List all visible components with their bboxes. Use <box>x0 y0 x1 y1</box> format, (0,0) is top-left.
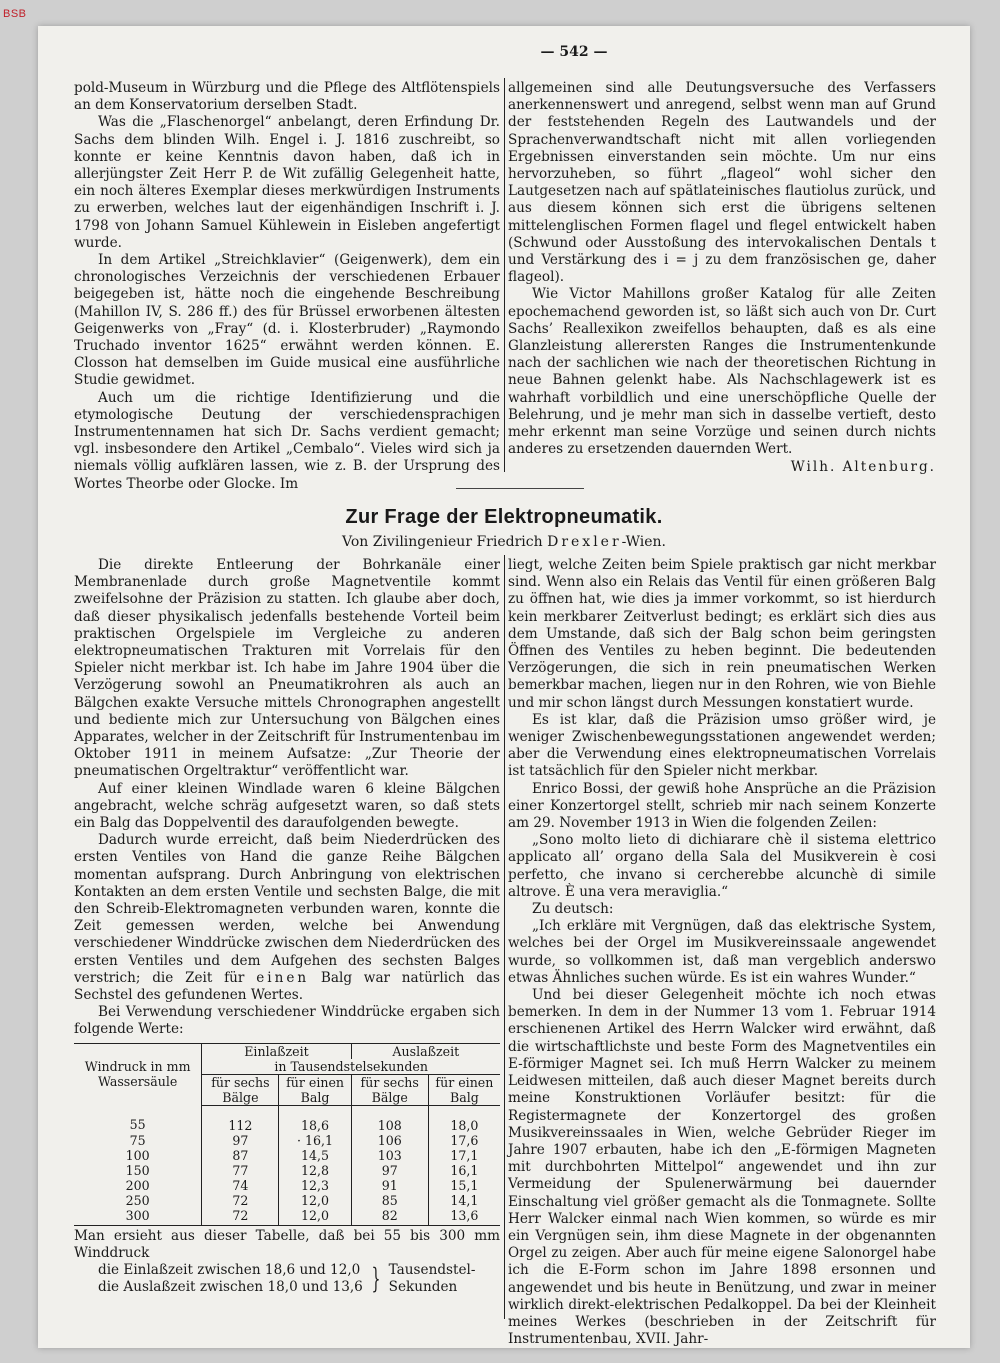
cell-einlass-sechs: 72 <box>202 1193 279 1208</box>
cell-windruck: 75 <box>74 1133 202 1148</box>
column-rule <box>504 555 505 1319</box>
table-row <box>74 1105 500 1133</box>
cell-auslass-einen: 14,1 <box>450 1192 479 1208</box>
cell-auslass-einen: 13,6 <box>428 1208 500 1226</box>
column-rule <box>504 78 505 472</box>
cell-auslass-sechs: 106 <box>351 1133 428 1148</box>
cell-einlass-sechs: 87 <box>202 1148 279 1163</box>
summary-unit: Tausendstel- <box>388 1262 476 1279</box>
summary-line: die Auslaßzeit zwischen 18,0 und 13,6 <box>98 1279 363 1296</box>
subheader-einen: für einen Balg <box>279 1074 351 1105</box>
cell-einlass-sechs: 77 <box>202 1163 279 1178</box>
subheader-sechs: für sechs Bälge <box>202 1074 279 1105</box>
cell-einlass-einen: 12,8 <box>279 1163 351 1178</box>
cell-windruck: 200 <box>74 1178 202 1193</box>
cell-einlass-einen: 18,6 <box>279 1105 351 1133</box>
paragraph: Und bei dieser Gelegenheit möchte ich noch etwas bemerken. In dem in der Nummer 13 vom 1. Februar 1914 erschienenen Artikel des Herrn Walcker wird erwähnt, daß die wirtschaftlichste und beste Form des Magnetventiles ein E-förmiger Magnet sei. Ich muß Herrn Walcker zu meinem Leidwesen mitteilen, daß auch dieser Magnet bereits durch meine Konstruktionen Vorläufer besitzt: für die Registermagnete der Konzertorgel des großen Musikvereinssaales in Wien, welche Gebrüder Rieger im Jahre 1907 erbauten, habe ich den „E-förmigen Magneten mit durchbohrten Mittelpol“ angewendet und ihn zur Vermeidung der Spulenerwärmung bei dauernder Einschaltung viel größer gemacht als die Tonmagnete. Sollte Herr Walcker einmal nach Wien kommen, so würde es mir ein Vergnügen sein, ihm diese Magnete in der obgenannten Orgel zu zeigen. Aber auch für meine eigene Salonorgel habe ich die E-Form schon im Jahre 1898 ersonnen und angewendet und bis heute in Benützung, und zwar in meiner wirklich direkt-elektrischen Pedalkoppel. Da bei der Kleinheit meines Werkes (beschrieben in der Zeitschrift für Instrumentenbau, XVII. Jahr- <box>508 987 936 1348</box>
section-divider <box>456 488 584 489</box>
paragraph: Man ersieht aus dieser Tabelle, daß bei 55 bis 300 mm Winddruck <box>74 1227 500 1261</box>
cell-einlass-einen: 12,3 <box>279 1178 351 1193</box>
table-row <box>74 1193 500 1208</box>
header-auslass: Auslaßzeit <box>351 1043 500 1059</box>
cell-auslass-einen: 18,0 <box>450 1117 479 1133</box>
page <box>38 26 970 1348</box>
article-byline <box>38 534 970 550</box>
cell-auslass-sechs: 85 <box>351 1193 428 1208</box>
scanner-mark: BSB <box>3 8 27 20</box>
paragraph-text: Balg war natürlich das Sechstel des gefundenen Wertes. <box>74 969 500 1004</box>
summary-line: die Einlaßzeit zwischen 18,6 und 12,0 <box>98 1262 361 1279</box>
table-row <box>74 1178 500 1193</box>
cell-einlass-sechs: 112 <box>202 1105 279 1133</box>
paragraph: Es ist klar, daß die Präzision umso größer wird, je weniger Zwischenbewegungsstationen angewendet werden; aber die Verwendung eines elektropneumatischen Vorrelais ist tatsächlich für den Spieler nicht merkbar. <box>508 711 936 780</box>
cell-windruck: 250 <box>74 1193 202 1208</box>
brace-summary <box>98 1262 500 1296</box>
paragraph: Zu deutsch: <box>532 901 614 918</box>
cell-einlass-sechs: 72 <box>202 1208 279 1226</box>
cell-windruck: 300 <box>74 1208 202 1226</box>
paragraph: pold-Museum in Würzburg und die Pflege des Altflötenspiels an dem Konservatorium derselben Stadt. <box>74 80 500 114</box>
paragraph: Die direkte Entleerung der Bohrkanäle einer Membranenlade durch große Magnetventile kommt zweifelsohne der Präzision zu statten. Ich glaube aber doch, daß dieser physikalisch jedenfalls bestehende Vorteil beim praktischen Orgelspiele im Vergleiche zu anderen elektropneumatischen Trakturen mit Vorrelais für den Spieler nicht merkbar ist. Ich habe im Jahre 1904 über die Verzögerung sowohl an Pneumatikrohren als auch an Bälgchen exakte Versuche mittels Chronographen angestellt und bediente mich zur Untersuchung von Bälgchen eines Apparates, welcher in der Zeitschrift für Instrumentenbau im Oktober 1911 in meinem Aufsatze: „Zur Theorie der pneumatischen Orgeltraktur“ veröffentlicht war. <box>74 557 500 780</box>
brace-glyph: } <box>371 1262 381 1296</box>
paragraph: liegt, welche Zeiten beim Spiele praktisch gar nicht merkbar sind. Wenn also ein Relais das Ventil für einen größeren Balg zu öffnen hat, wie dies ja immer vorkommt, so ist hierdurch kein merkbarer Zeitverlust bedingt; es erklärt sich dies aus dem Umstande, daß sich der Balg schon beim geringsten Öffnen des Ventiles zu heben beginnt. Die bedeutenden Verzögerungen, die sich in rein pneumatischen Werken bemerkbar machen, liegen nur in den Rohren, wie von Biehle und mir schon längst durch Messungen konstatiert wurde. <box>508 557 936 711</box>
cell-auslass-sechs: 103 <box>351 1148 428 1163</box>
table-row <box>74 1163 500 1178</box>
cell-auslass-einen: 15,1 <box>450 1177 479 1193</box>
bottom-left-column <box>74 557 500 1317</box>
article-title: Zur Frage der Elektropneumatik. <box>345 506 663 528</box>
subheader-einen: für einen Balg <box>428 1074 500 1105</box>
cell-windruck: 100 <box>74 1148 202 1163</box>
subheader-sechs: für sechs Bälge <box>351 1074 428 1105</box>
top-right-column <box>508 80 936 476</box>
table-row <box>74 1133 500 1148</box>
header-unit: in Tausendstelsekunden <box>202 1059 500 1075</box>
measurement-table <box>74 1043 500 1226</box>
cell-auslass-sechs: 108 <box>351 1105 428 1133</box>
paragraph: Bei Verwendung verschiedener Winddrücke ergaben sich folgende Werte: <box>74 1004 500 1038</box>
cell-einlass-sechs: 97 <box>202 1133 279 1148</box>
cell-auslass-sechs: 82 <box>351 1208 428 1226</box>
byline-suffix: -Wien. <box>621 534 666 550</box>
paragraph: Enrico Bossi, der gewiß hohe Ansprüche an die Präzision einer Konzertorgel stellt, schrieb mir nach seinem Konzerte am 29. November 1913 in Wien die folgenden Zeilen: <box>508 780 936 832</box>
author-name: Drexler <box>547 534 622 550</box>
byline-prefix: Von Zivilingenieur Friedrich <box>342 534 543 550</box>
paragraph: In dem Artikel „Streichklavier“ (Geigenwerk), dem ein chronologisches Verzeichnis der verschiedenen Erbauer beigegeben ist, hätte noch die eingehende Beschreibung (Mahillon IV, S. 286 ff.) des für Brüssel erworbenen ältesten Geigenwerks von „Fray“ (d. i. Klosterbruder) „Raymondo Truchado inventor 1625“ erwähnt werden können. E. Closson hat demselben im Guide musical eine ausführliche Studie gewidmet. <box>74 252 500 389</box>
cell-einlass-einen: · 16,1 <box>279 1133 351 1148</box>
table-row <box>74 1208 500 1226</box>
summary-unit: Sekunden <box>388 1279 458 1296</box>
bottom-right-column <box>508 557 936 1348</box>
cell-auslass-einen: 17,1 <box>450 1147 479 1163</box>
cell-einlass-einen: 12,0 <box>279 1208 351 1226</box>
signature: Wilh. Altenburg. <box>790 459 936 476</box>
page-number: — 542 — <box>540 44 608 60</box>
paragraph-text: Dadurch wurde erreicht, daß beim Niederdrücken des ersten Ventiles von Hand die ganze Reihe Bälgchen momentan aufsprang. Durch Anbringung von elektrischen Kontakten an dem ersten Ventile und sechsten Balge, die mit den Schreib-Elektromagneten verbunden waren, konnte die Zeit gemessen werden, welche bei Anwendung verschiedener Winddrücke zwischen dem Niederdrücken des ersten Ventiles und dem Aufgehen des sechsten Balges verstrich; die Zeit für <box>74 832 500 986</box>
paragraph: allgemeinen sind alle Deutungsversuche des Verfassers anerkennenswert und anregend, selbst wenn man auf Grund der feststehenden Regeln des Lautwandels und der Sprachenverwandtschaft nicht mit allen vorliegenden Ergebnissen einverstanden sein möchte. Um nur eins hervorzuheben, so führt „flageol“ wohl sicher den Lautgesetzen nach auf spätlateinisches flautiolus zurück, und aus diesem können sich erst die übrigens seltenen mittelenglischen Formen flagel und flegel entwickelt haben (Schwund oder Ausstoßung des intervokalischen Dentals t und Verstärkung des i = j zu dem französischen ge, daher flageol). <box>508 80 936 286</box>
cell-auslass-einen: 17,6 <box>450 1132 479 1148</box>
cell-einlass-sechs: 74 <box>202 1178 279 1193</box>
header-einlass: Einlaßzeit <box>202 1043 351 1059</box>
paragraph <box>74 832 500 1004</box>
cell-einlass-einen: 14,5 <box>279 1148 351 1163</box>
quote: „Sono molto lieto di dichiarare chè il sistema elettrico applicato all’ organo della Sala del Musikverein è cosi perfetto, che invano si cercherebbe alcunchè di simile altrove. È una vera meraviglia.“ <box>508 832 936 900</box>
cell-windruck: 150 <box>74 1163 202 1178</box>
cell-auslass-einen: 16,1 <box>450 1162 479 1178</box>
quote: „Ich erkläre mit Vergnügen, daß das elektrische System, welches bei der Orgel im Musikvereinssaale angewendet wurde, so vollkommen ist, daß man vergeblich anderswo etwas Ähnliches suchen würde. Es ist ein wahres Wunder.“ <box>508 918 936 986</box>
paragraph: Auf einer kleinen Windlade waren 6 kleine Bälgchen angebracht, welche schräg aufgesetzt waren, so daß stets ein Balg das Doppelventil des daraufolgenden bewegte. <box>74 780 500 832</box>
cell-auslass-sechs: 91 <box>351 1178 428 1193</box>
cell-auslass-sechs: 97 <box>351 1163 428 1178</box>
spaced-word: einen <box>256 969 310 986</box>
table-row <box>74 1148 500 1163</box>
top-left-column <box>74 80 500 492</box>
paragraph: Was die „Flaschenorgel“ anbelangt, deren Erfindung Dr. Sachs dem blinden Wilh. Engel i. J. 1816 zuschreibt, so konnte er keine Kenntnis davon haben, daß ich in allerjüngster Zeit Herr P. de Wit zufällig Gelegenheit hatte, ein noch älteres Exemplar dieses merkwürdigen Instruments zu erwerben, welches laut der eigenhändigen Inschrift i. J. 1798 von Johann Samuel Kühlewein in Eisleben angefertigt wurde. <box>74 114 500 251</box>
paragraph: Auch um die richtige Identifizierung und die etymologische Deutung der verschiedensprachigen Instrumentennamen hat sich Dr. Sachs verdient gemacht; vgl. insbesondere den Artikel „Cembalo“. Vieles wird sich ja niemals völlig aufklären lassen, wie z. B. der Ursprung des Wortes Theorbe oder Glocke. Im <box>74 389 500 492</box>
header-windruck: Windruck in mm Wassersäule <box>74 1043 202 1105</box>
paragraph: Wie Victor Mahillons großer Katalog für alle Zeiten epochemachend geworden ist, so läßt sich auch von Dr. Curt Sachs’ Reallexikon zweifellos behaupten, daß es als eine Glanzleistung allerersten Ranges die Instrumentenkunde nach der sachlichen wie nach der theoretischen Richtung in neue Bahnen gelenkt habe. Als Nachschlagewerk ist es wahrhaft vorbildlich und eine unerschöpfliche Quelle der Belehrung, und je mehr man sich in dasselbe vertieft, desto mehr erkennt man seine Vorzüge und seinen durch nichts anderes zu ersetzenden dauernden Wert. <box>508 286 936 458</box>
cell-windruck: 55 <box>74 1105 202 1133</box>
cell-einlass-einen: 12,0 <box>279 1193 351 1208</box>
